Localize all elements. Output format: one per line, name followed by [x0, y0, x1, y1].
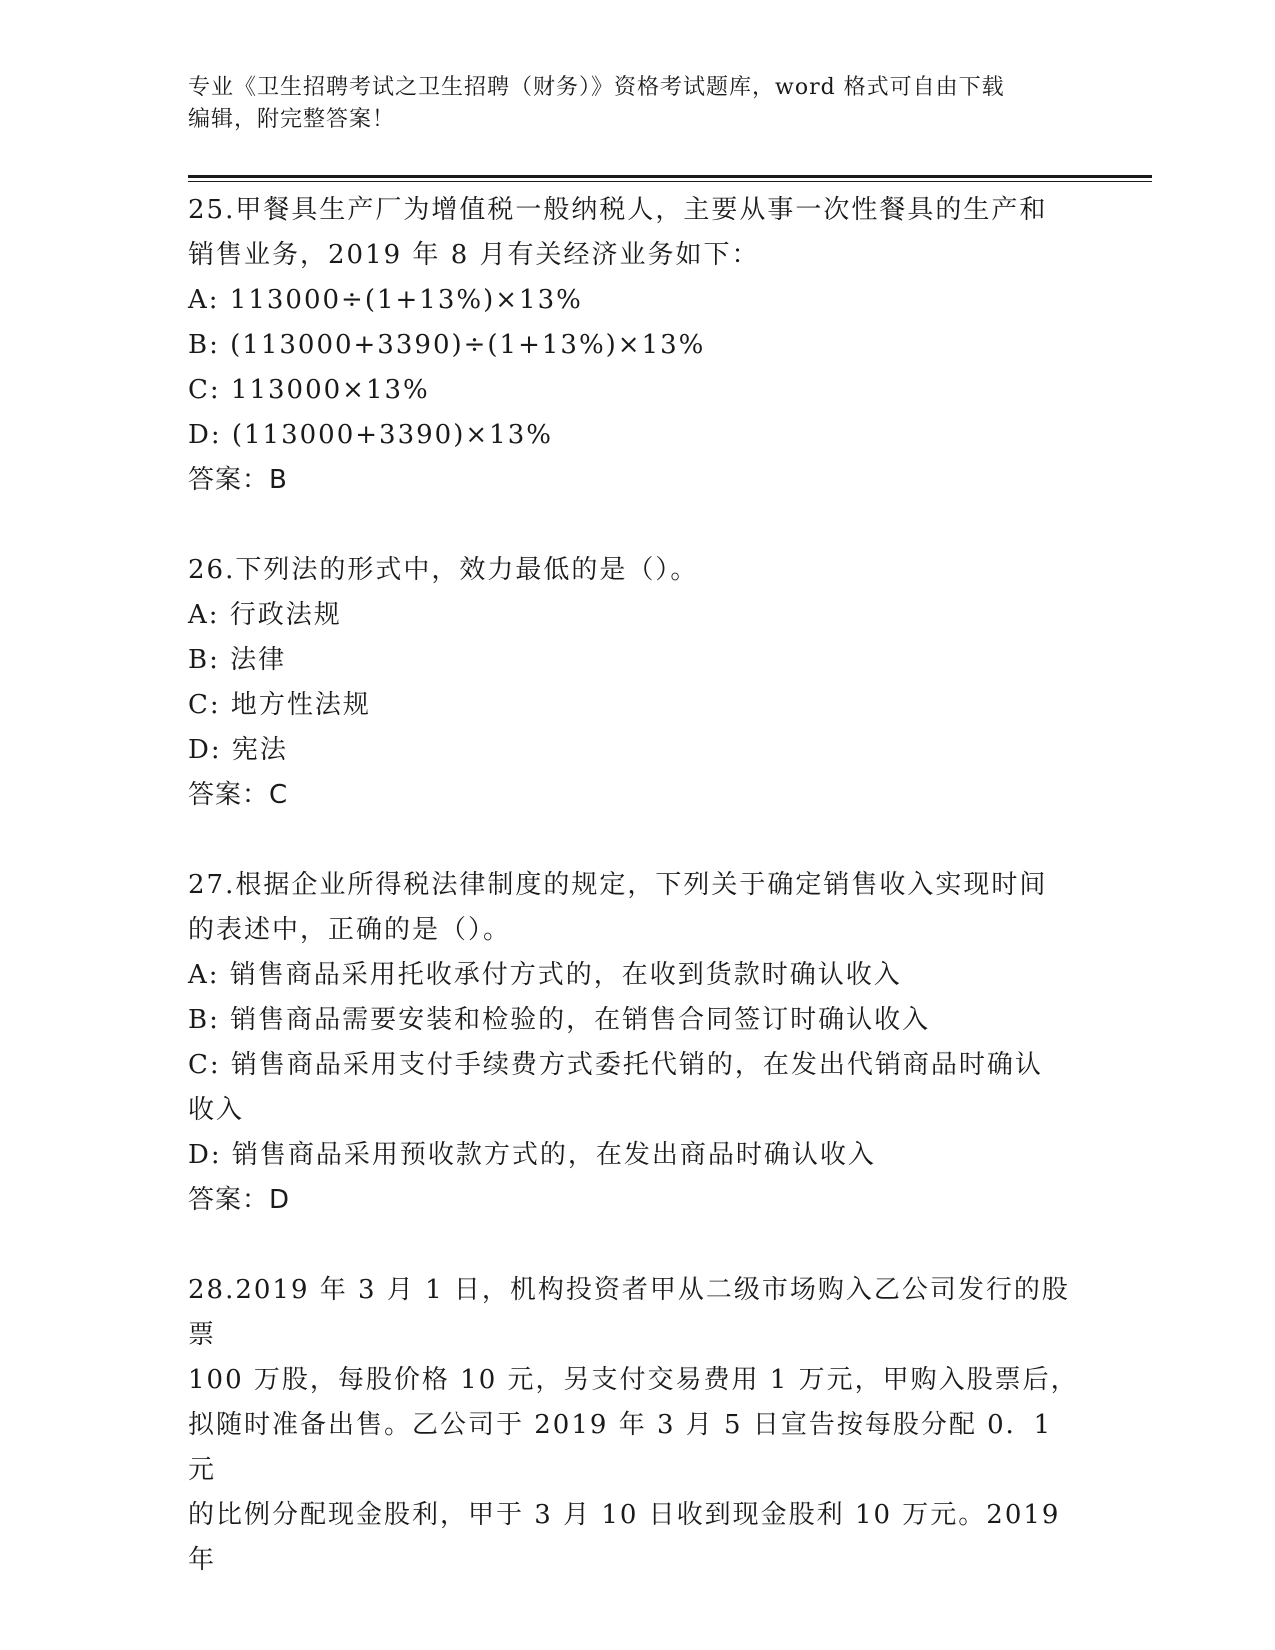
- question-stem: 26.下列法的形式中，效力最低的是（）。: [188, 555, 699, 585]
- answer: 答案：C: [188, 780, 289, 810]
- option-a: A: 行政法规: [188, 600, 342, 630]
- answer: 答案：D: [188, 1185, 291, 1215]
- question-26: [188, 548, 1088, 818]
- question-stem: 25.甲餐具生产厂为增值税一般纳税人，主要从事一次性餐具的生产和: [188, 195, 1048, 225]
- question-stem: 拟随时准备出售。乙公司于 2019 年 3 月 5 日宣告按每股分配 0．1 元: [188, 1410, 1063, 1485]
- option-d: D: 宪法: [188, 735, 288, 765]
- option-d: D: 销售商品采用预收款方式的，在发出商品时确认收入: [188, 1140, 876, 1170]
- question-27: [188, 863, 1088, 1223]
- option-c-continued: 收入: [188, 1095, 245, 1125]
- option-c: C: 113000×13%: [188, 375, 430, 405]
- option-d: D: (113000+3390)×13%: [188, 420, 553, 450]
- question-stem: 的表述中，正确的是（）。: [188, 915, 512, 945]
- option-a: A: 113000÷(1+13%)×13%: [188, 285, 583, 315]
- option-b: B: 销售商品需要安装和检验的，在销售合同签订时确认收入: [188, 1005, 931, 1035]
- question-28: [188, 1268, 1088, 1583]
- header-line-2: 编辑，附完整答案！: [188, 107, 396, 132]
- question-stem: 28.2019 年 3 月 1 日，机构投资者甲从二级市场购入乙公司发行的股票: [188, 1275, 1070, 1350]
- question-stem: 的比例分配现金股利，甲于 3 月 10 日收到现金股利 10 万元。2019 年: [188, 1500, 1071, 1575]
- question-25: [188, 188, 1088, 503]
- header-divider-thin: [188, 181, 1152, 182]
- option-b: B: (113000+3390)÷(1+13%)×13%: [188, 330, 706, 360]
- question-stem: 100 万股，每股价格 10 元，另支付交易费用 1 万元，甲购入股票后，: [188, 1365, 1079, 1395]
- page-header: [188, 72, 1068, 136]
- header-divider-thick: [188, 175, 1152, 178]
- header-line-1: 专业《卫生招聘考试之卫生招聘（财务）》资格考试题库，word 格式可自由下载: [188, 75, 1005, 100]
- option-b: B: 法律: [188, 645, 287, 675]
- answer: 答案：B: [188, 465, 288, 495]
- option-c: C: 销售商品采用支付手续费方式委托代销的，在发出代销商品时确认: [188, 1050, 1043, 1080]
- question-stem: 27.根据企业所得税法律制度的规定，下列关于确定销售收入实现时间: [188, 870, 1048, 900]
- question-stem: 销售业务，2019 年 8 月有关经济业务如下：: [188, 240, 760, 270]
- option-a: A: 销售商品采用托收承付方式的，在收到货款时确认收入: [188, 960, 902, 990]
- question-list: [188, 188, 1088, 1628]
- option-c: C: 地方性法规: [188, 690, 371, 720]
